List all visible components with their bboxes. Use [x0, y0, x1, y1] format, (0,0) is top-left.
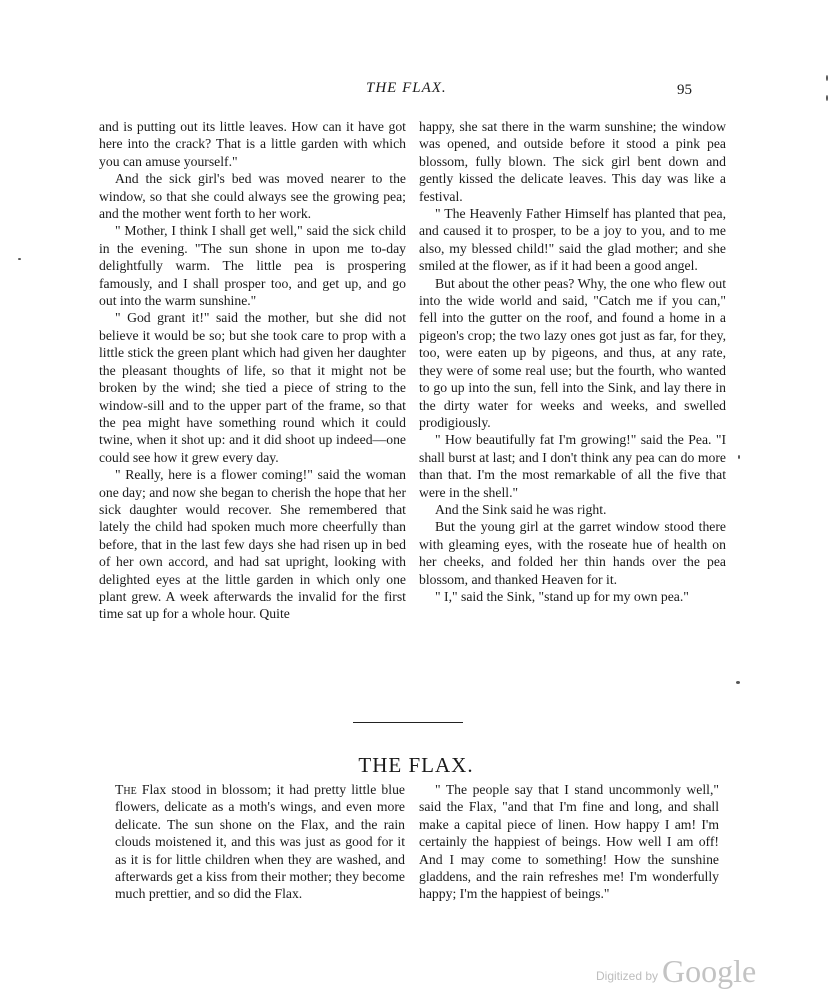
paragraph: " How beautifully fat I'm growing!" said the Pea. "I shall burst at last; and I don't think any pea can do more than that. I'm the most remarkable of all the five that were in the shell." — [419, 432, 726, 500]
running-title: THE FLAX. — [366, 80, 447, 96]
story-end-right-column — [419, 118, 726, 605]
paragraph: But the young girl at the garret window stood there with gleaming eyes, with the roseate hue of health on her cheeks, and folded her thin hands over the pea blossom, and thanked Heaven for it. — [419, 519, 726, 587]
paragraph: But about the other peas? Why, the one who flew out into the wide world and said, "Catch me if you can," fell into the gutter on the roof, and found a home in a pigeon's crop; the two lazy ones got just as far, for they, too, were eaten up by pigeons, and thus, at any rate, they were of some real use; but the fourth, who wanted to go up into the sun, fell into the Sink, and lay there in the dirty water for weeks and weeks, and swelled prodigiously. — [419, 275, 726, 430]
section-title: THE FLAX. — [358, 753, 474, 777]
paragraph: " Mother, I think I shall get well," said the sick child in the evening. "The sun shone in upon me to-day delightfully warm. The little pea is prospering famously, and I shall prosper too, and get up, and go out into the warm sunshine." — [99, 223, 406, 309]
scan-speck — [736, 681, 740, 684]
scan-speck — [826, 95, 828, 101]
paragraph: " God grant it!" said the mother, but she did not believe it would be so; but she took care to prop with a little stick the green plant which had given her daughter the pleasant thoughts of life, so that it might not be broken by the wind; she tied a piece of string to the window-sill and to the upper part of the frame, so that the pea might have something round which it could twine, when it shot up: and it did shoot up indeed—one could see how it grew every day. — [99, 310, 406, 465]
paragraph: And the sick girl's bed was moved nearer to the window, so that she could always see the growing pea; and the mother went forth to her work. — [99, 171, 406, 222]
paragraph: " I," said the Sink, "stand up for my own pea." — [435, 588, 689, 604]
scan-speck — [738, 455, 740, 459]
paragraph: happy, she sat there in the warm sunshine; the window was opened, and outside before it stood a pink pea blossom, fully blown. The sick girl bent down and gently kissed the delicate leaves. This day was like a festival. — [419, 119, 726, 204]
paragraph: " Really, here is a flower coming!" said the woman one day; and now she began to cherish the hope that her sick daughter would recover. She remembered that lately the child had spoken much more cheerfully than before, that in the last few days she had risen up in bed of her own accord, and had sat upright, looking with delighted eyes at the little garden in which only one plant grew. A week afterwards the invalid for the first time sat up for a whole hour. Quite — [99, 467, 406, 622]
page-number: 95 — [677, 82, 692, 98]
new-story-right-column — [419, 781, 719, 903]
opening-word: The — [115, 782, 137, 797]
paragraph-text: Flax stood in blossom; it had pretty little blue flowers, delicate as a moth's wings, and even more delicate. The sun shone on the Flax, and the rain clouds moistened it, and this was just as good for it as it is for little children when they are washed, and afterwards get a kiss from their mother; they become much prettier, and so did the Flax. — [115, 782, 405, 902]
story-end-left-column — [99, 118, 406, 623]
google-logo: Google — [662, 953, 757, 989]
scan-speck — [18, 258, 21, 260]
running-header — [0, 80, 832, 102]
scan-speck — [826, 75, 828, 81]
paragraph: " The people say that I stand uncommonly well," said the Flax, "and that I'm fine and long, and shall make a capital piece of linen. How happy I am! I'm certainly the happiest of beings. How well I am off! And I may come to something! How the sunshine gladdens, and the rain refreshes me! I'm wonderfully happy; I'm the happiest of beings." — [419, 782, 719, 902]
paragraph: And the Sink said he was right. — [435, 501, 607, 517]
paragraph: " The Heavenly Father Himself has planted that pea, and caused it to prosper, to be a joy to you, and to me also, my blessed child!" said the glad mother; and she smiled at the flower, as if it had been a good angel. — [419, 206, 726, 274]
paragraph: and is putting out its little leaves. How can it have got here into the crack? That is a little garden with which you can amuse yourself." — [99, 119, 406, 169]
digitized-label: Digitized by — [596, 969, 659, 983]
new-story-left-column — [115, 781, 405, 903]
paragraph — [115, 781, 405, 903]
section-divider — [353, 722, 463, 723]
digitized-watermark — [596, 953, 756, 993]
